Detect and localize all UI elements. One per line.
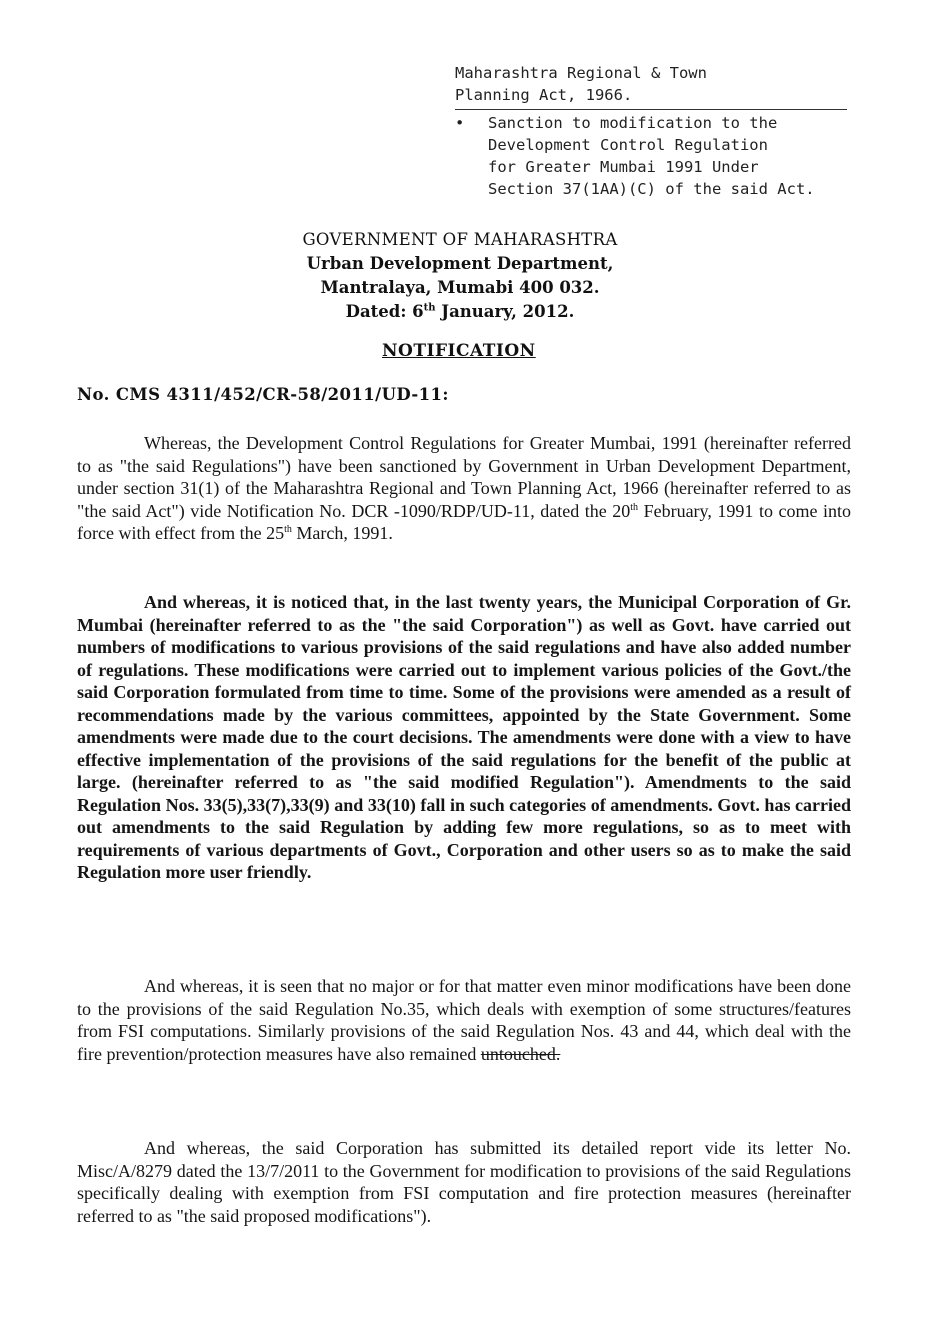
paragraph-1-text-b: February, 1991 to come into force with effect from the 25 — [77, 500, 851, 543]
government-name: GOVERNMENT OF MAHARASHTRA — [302, 230, 618, 249]
date-suffix: January, 2012. — [435, 302, 575, 321]
notification-title: NOTIFICATION — [382, 341, 536, 361]
paragraph-3 — [77, 975, 851, 1065]
notification-number: No. CMS 4311/452/CR-58/2011/UD-11: — [77, 385, 449, 404]
paragraph-2: And whereas, it is noticed that, in the last twenty years, the Municipal Corporation of Gr. Mumbai (hereinafter referred to as the "the said Corporation") as well as Govt. have carried out numbers of modifications to various provisions of the said regulations and have also added number of regulations. These modifications were carried out to implement various policies of the Govt./the said Corporation formulated from time to time. Some of the provisions were amended as a result of recommendations made by the various committees, appointed by the State Government. Some amendments were made due to the court decisions. The amendments were done with a view to have effective implementation of the provisions of the said regulations for the benefit of the public at large. (hereinafter referred to as "the said modified Regulation"). Amendments to the said Regulation Nos. 33(5),33(7),33(9) and 33(10) fall in such categories of amendments. Govt. has carried out amendments to the said Regulation by adding few more regulations, so as to meet with requirements of various departments of Govt., Corporation and other users so as to make the said Regulation more user friendly. — [77, 592, 851, 882]
subject-text — [488, 112, 838, 200]
paragraph-3-text-a: And whereas, it is seen that no major or for that matter even minor modifications have been done to the provisions of the said Regulation No.35, which deals with exemption of some structures/features from FSI computations. Similarly provisions of the said Regulation Nos. 43 and 44, which deal with the fire prevention/protection measures have also remained — [77, 976, 851, 1064]
paragraph-1-ordinal-2: th — [284, 524, 292, 535]
subject-item — [455, 112, 850, 200]
act-underline — [455, 109, 847, 110]
paragraph-1-ordinal-1: th — [630, 501, 639, 513]
subject-block — [455, 62, 850, 200]
paragraph-1 — [77, 432, 851, 545]
date-ordinal: th — [423, 302, 436, 314]
paragraph-1-text-a: Whereas, the Development Control Regulations for Greater Mumbai, 1991 (hereinafter referred to as "the said Regulations") have been sanctioned by Government in Urban Development Department, under section 31(1) of the Maharashtra Regional and Town Planning Act, 1966 (hereinafter referred to as "the said Act") vide Notification No. DCR -1090/RDP/UD-11, dated the 20 — [77, 433, 851, 521]
bullet-icon: • — [455, 114, 465, 132]
date-prefix: Dated: 6 — [345, 302, 424, 321]
issuing-authority-header — [250, 228, 670, 324]
department-address: Mantralaya, Mumabi 400 032. — [320, 278, 600, 297]
subject-line-2: Development Control Regulation — [488, 136, 768, 154]
notification-date — [250, 300, 670, 324]
paragraph-1-text-c: March, 1991. — [291, 523, 393, 543]
subject-line-4: Section 37(1AA)(C) of the said Act. — [488, 180, 815, 198]
paragraph-4: And whereas, the said Corporation has submitted its detailed report vide its letter No. Misc/A/8279 dated the 13/7/2011 to the Government for modification to provisions of the said Regulations specifically dealing with exemption from FSI computation and fire protection measures (hereinafter referred to as "the said proposed modifications"). — [77, 1138, 851, 1226]
subject-line-3: for Greater Mumbai 1991 Under — [488, 158, 759, 176]
act-name-line-1: Maharashtra Regional & Town — [455, 64, 707, 82]
subject-line-1: Sanction to modification to the — [488, 114, 778, 132]
paragraph-3-text-b: untouched. — [480, 1043, 561, 1064]
department-name: Urban Development Department, — [306, 254, 614, 273]
act-name-line-2: Planning Act, 1966. — [455, 86, 633, 104]
